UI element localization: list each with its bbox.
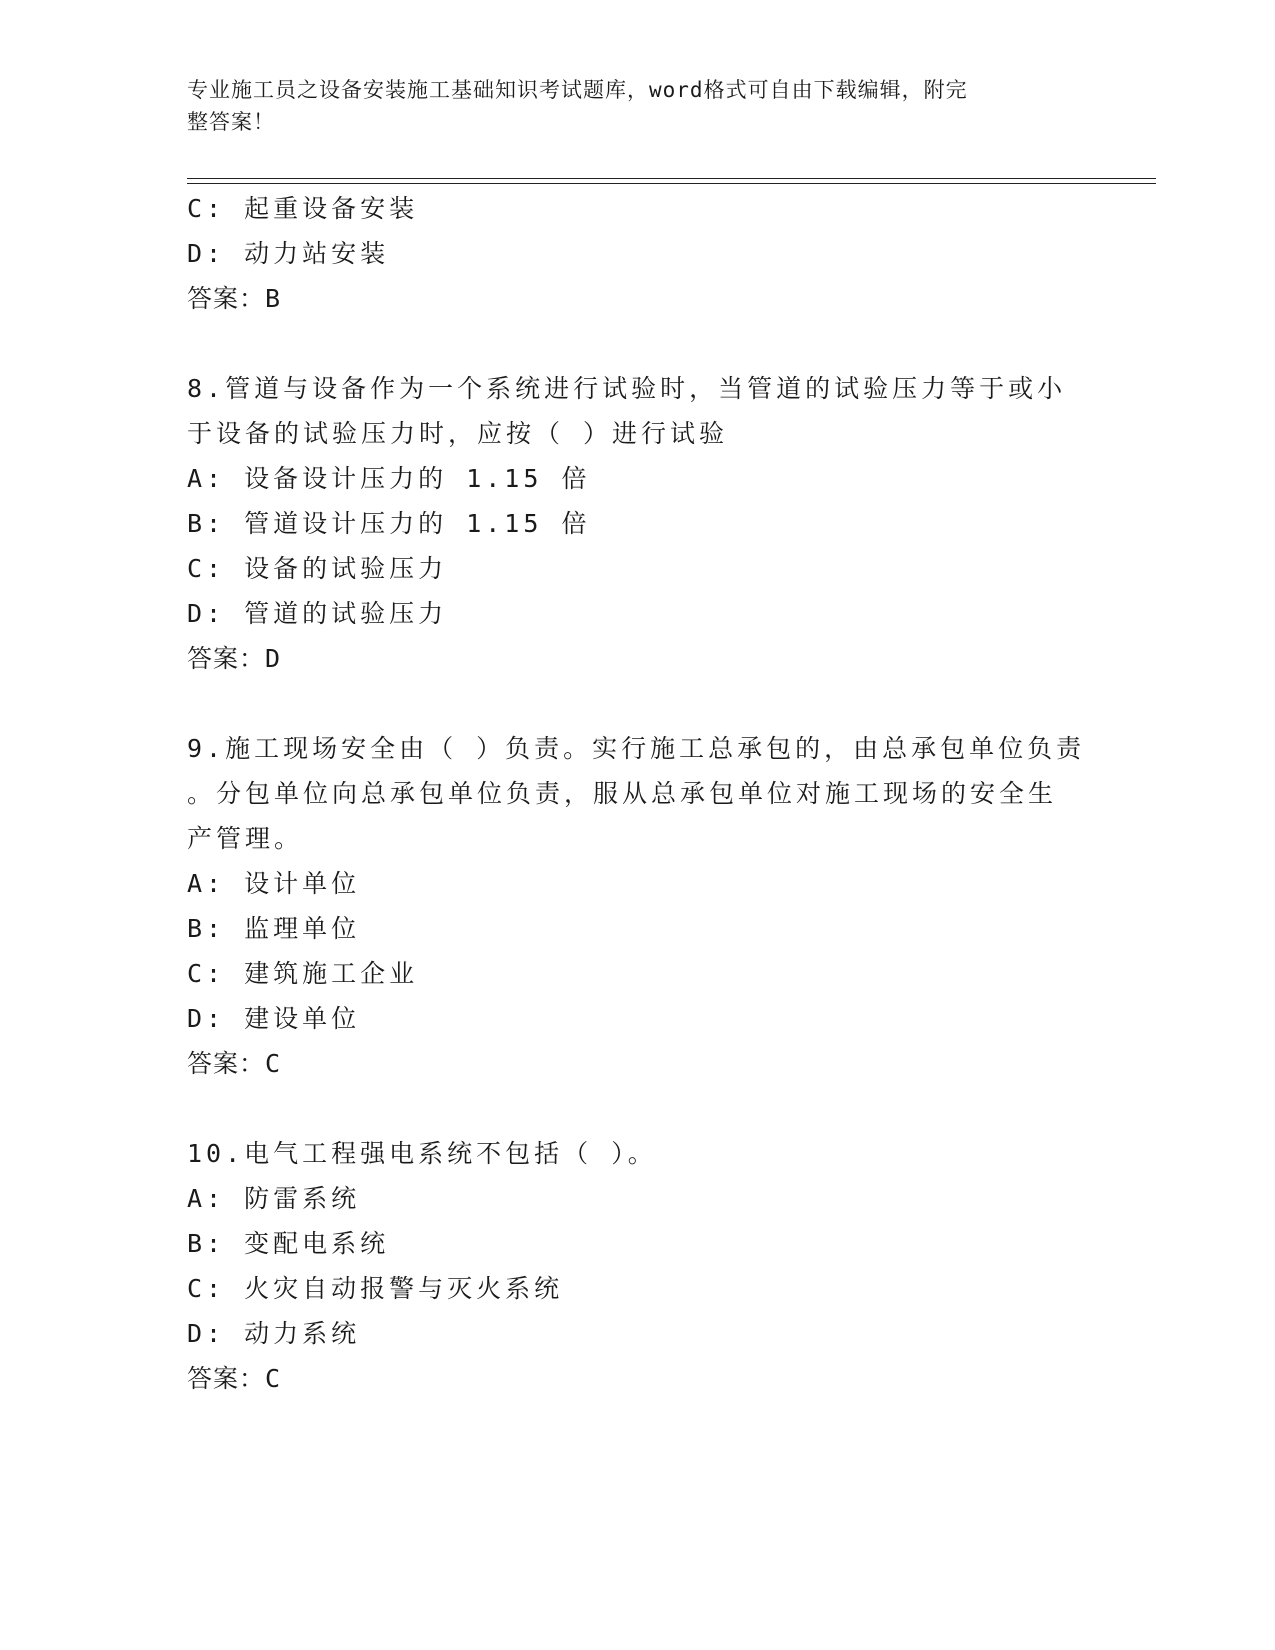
q8-option-b: B: 管道设计压力的 1.15 倍: [187, 509, 591, 538]
q8-answer: 答案：D: [187, 644, 282, 673]
header-rule-top: [187, 178, 1156, 179]
q8-stem-line-1: 8.管道与设备作为一个系统进行试验时，当管道的试验压力等于或小: [187, 374, 1067, 403]
q8-option-d: D: 管道的试验压力: [187, 599, 448, 628]
document-header: [187, 74, 1067, 138]
q9-option-c: C: 建筑施工企业: [187, 959, 419, 988]
q9-answer: 答案：C: [187, 1049, 282, 1078]
prev-answer: 答案：B: [187, 284, 282, 313]
header-line-1: 专业施工员之设备安装施工基础知识考试题库，word格式可自由下载编辑，附完: [187, 78, 968, 102]
header-line-2: 整答案！: [187, 110, 275, 134]
header-rule-bottom: [187, 183, 1156, 184]
q9-stem-line-3: 产管理。: [187, 824, 304, 853]
q10-option-d: D: 动力系统: [187, 1319, 361, 1348]
q9-stem-line-2: 。分包单位向总承包单位负责，服从总承包单位对施工现场的安全生: [187, 779, 1058, 808]
q10-option-b: B: 变配电系统: [187, 1229, 390, 1258]
q9-option-a: A: 设计单位: [187, 869, 361, 898]
q10-option-c: C: 火灾自动报警与灭火系统: [187, 1274, 564, 1303]
prev-option-c: C: 起重设备安装: [187, 194, 419, 223]
q8-stem-line-2: 于设备的试验压力时，应按（ ）进行试验: [187, 419, 729, 448]
q9-stem-line-1: 9.施工现场安全由（ ）负责。实行施工总承包的，由总承包单位负责: [187, 734, 1086, 763]
q10-option-a: A: 防雷系统: [187, 1184, 361, 1213]
q8-option-c: C: 设备的试验压力: [187, 554, 448, 583]
q10-stem-line-1: 10.电气工程强电系统不包括（ ）。: [187, 1139, 657, 1168]
q8-option-a: A: 设备设计压力的 1.15 倍: [187, 464, 591, 493]
q9-option-d: D: 建设单位: [187, 1004, 361, 1033]
q10-answer: 答案：C: [187, 1364, 282, 1393]
q9-option-b: B: 监理单位: [187, 914, 361, 943]
prev-option-d: D: 动力站安装: [187, 239, 390, 268]
